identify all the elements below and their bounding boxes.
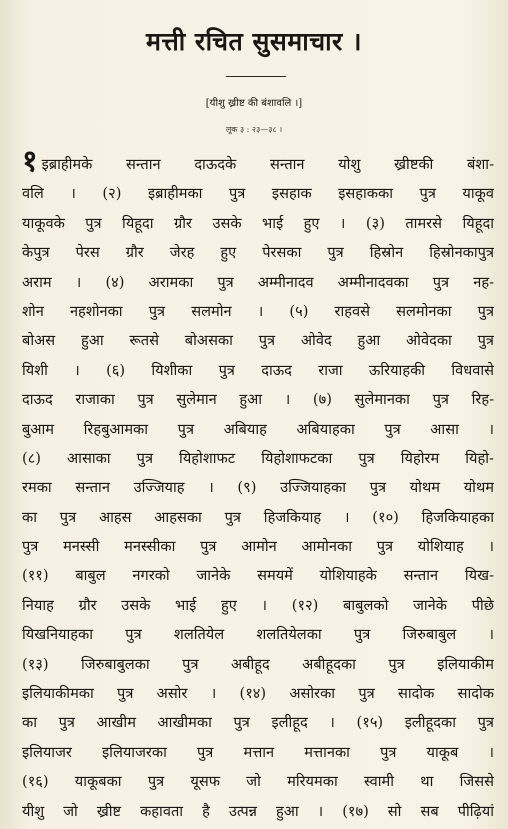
text-line: १ इब्राहीमके सन्तान दाऊदके सन्तान योशु ख्रीष्टकी बंशा- [22, 150, 494, 179]
section-subheading: [यीशु ख्रीष्ट की बंशावलि ।] [205, 98, 303, 109]
verse-number: १ [22, 150, 38, 179]
text-line: रमका सन्तान उज्जियाह । (९) उज्जियाहका पुत्र योथम योथम [22, 479, 494, 497]
text-line: (११) बाबुल नगरको जानेके समयमें योशियाहके सन्तान यिख- [22, 567, 494, 585]
text-line: इलियाजर इलियाजरका पुत्र मत्तान मत्तानका पुत्र याकूब । [22, 743, 494, 761]
text-line: पुत्र मनस्सी मनस्सीका पुत्र आमोन आमोनका पुत्र योशियाह । [22, 538, 494, 556]
text-line: का पुत्र आखीम आखीमका पुत्र इलीहूद । (१५) इलीहूदका पुत्र [22, 714, 494, 732]
text-line: वलि । (२) इब्राहीमका पुत्र इसहाक इसहाकका पुत्र याकूव [22, 185, 494, 203]
text-line: केपुत्र पेरस ग्रौर जेरह हुए पेरसका पुत्र हिस्रोन हिस्रोनकापुत्र [22, 244, 494, 262]
text-line: यीशु जो ख्रीष्ट कहावता है उत्पन्न हुआ । (१७) सो सब पीढ़ियां [22, 802, 494, 820]
text-line: (१३) जिरुबाबुलका पुत्र अबीहूद अबीहूदका पुत्र इलियाकीम [22, 655, 494, 673]
text-line: दाऊद राजाका पुत्र सुलेमान हुआ । (७) सुलेमानका पुत्र रिह- [22, 391, 494, 409]
text-line: (१६) याकूबका पुत्र यूसफ जो मरियमका स्वामी था जिससे [22, 773, 494, 791]
text-line: बोअस हुआ रूतसे बोअसका पुत्र ओवेद हुआ ओवेदका पुत्र [22, 332, 494, 350]
page-title: मत्ती रचित सुसमाचार । [146, 27, 362, 56]
text-line: (८) आसाका पुत्र यिहोशाफट यिहोशाफटका पुत्र यिहोरम यिहो- [22, 449, 494, 467]
text-line: नियाह ग्रौर उसके भाई हुए । (१२) बाबुलको जानेके पीछे [22, 596, 494, 614]
verse-text [22, 150, 494, 826]
title-divider [226, 76, 286, 77]
text-line: अराम । (४) अरामका पुत्र अम्मीनादव अम्मीनादवका पुत्र नह- [22, 273, 494, 291]
text-line: यिखनियाहका पुत्र शलतियेल शलतियेलका पुत्र जिरुबाबुल । [22, 626, 494, 644]
text-line: शोन नहशोनका पुत्र सलमोन । (५) राहवसे सलमोनका पुत्र [22, 302, 494, 320]
cross-reference: लूक ३ : २३—३८ । [225, 125, 283, 134]
text-line: यिशी । (६) यिशीका पुत्र दाऊद राजा ऊरियाहकी विधवासे [22, 361, 494, 379]
text-line: का पुत्र आहस आहसका पुत्र हिजकियाह । (१०) हिजकियाहका [22, 508, 494, 526]
text-line: इलियाकीमका पुत्र असोर । (१४) असोरका पुत्र सादोक सादोक [22, 685, 494, 703]
text-line: बुआम रिहबुआमका पुत्र अबियाह अबियाहका पुत्र आसा । [22, 420, 494, 438]
text-line: याकूवके पुत्र यिहूदा ग्रौर उसके भाई हुए । (३) तामरसे यिहूदा [22, 214, 494, 232]
